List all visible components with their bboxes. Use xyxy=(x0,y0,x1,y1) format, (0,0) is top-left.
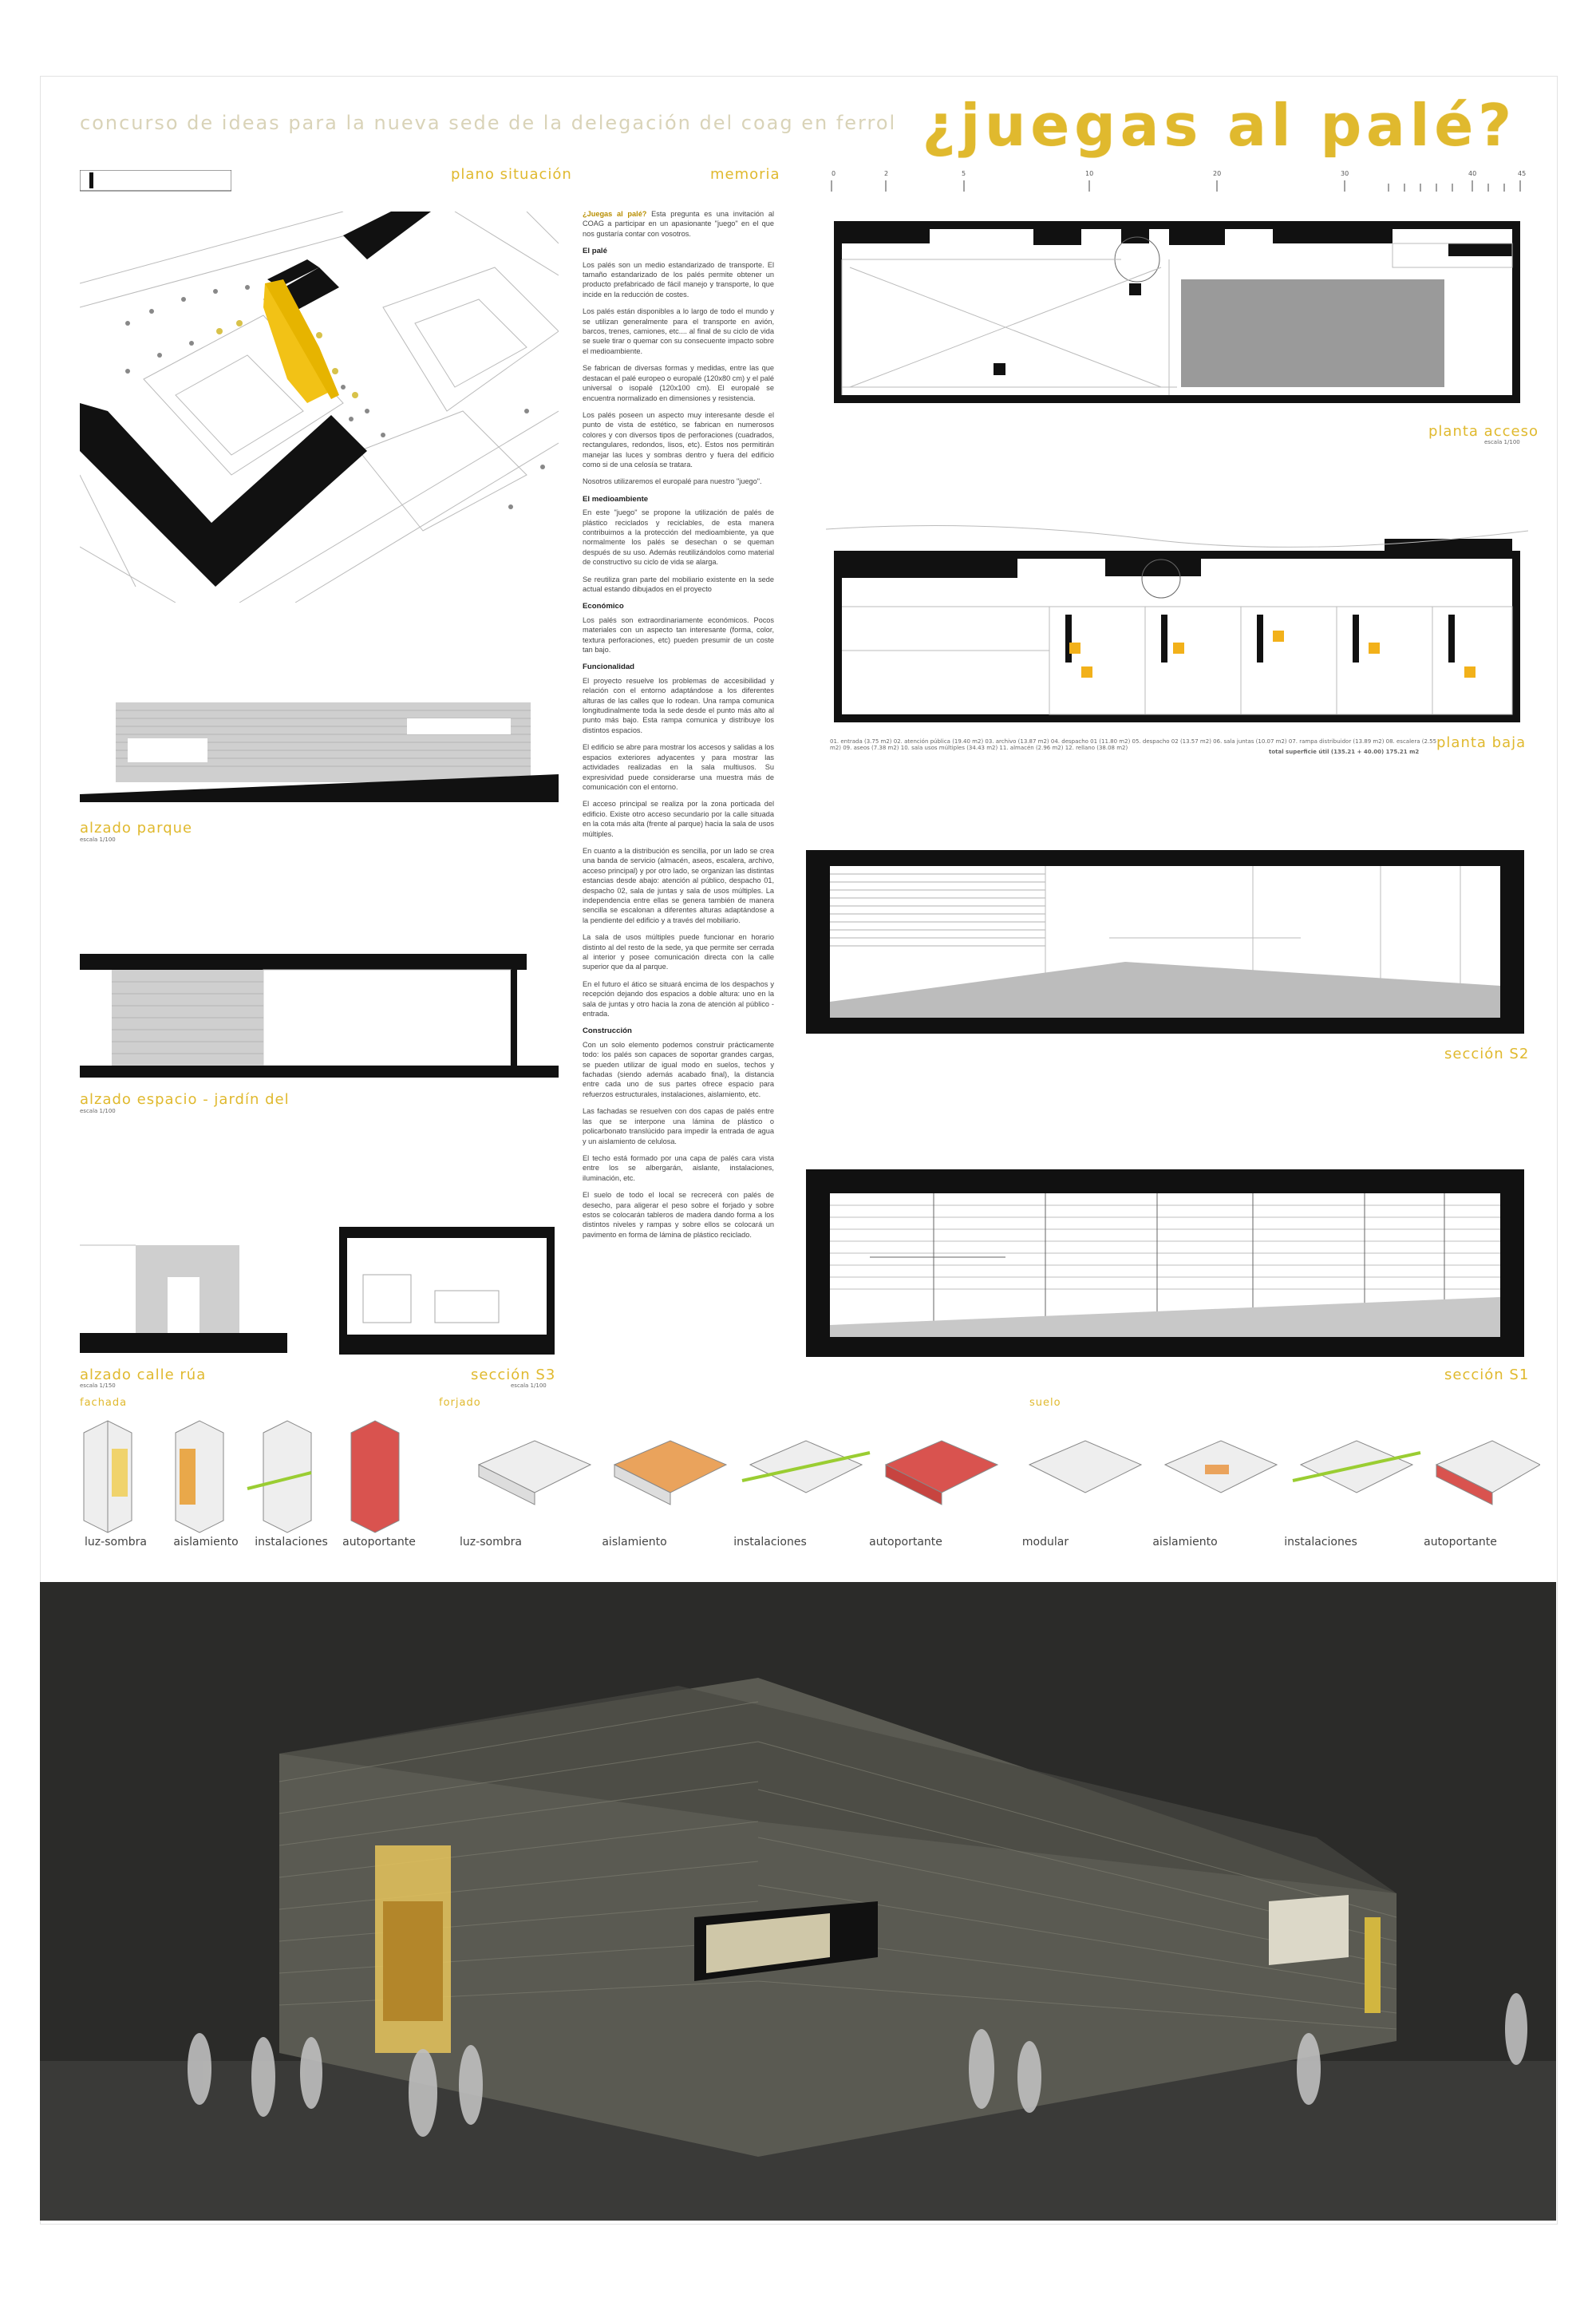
iso-label: autoportante xyxy=(869,1536,942,1548)
scale-tick-0: 0 xyxy=(832,170,836,177)
label-alzado-espacio: alzado espacio - jardín del xyxy=(80,1091,290,1108)
elevation-parque xyxy=(80,682,559,810)
iso-suelo-4 xyxy=(1436,1441,1540,1505)
fachada-isometrics xyxy=(84,1421,399,1533)
memoria-paragraph: Con un solo elemento podemos construir prácticamente todo: los palés son capaces de soportar grandes cargas, se pueden utilizar de igual modo en suelos, techos y fachadas (siendo además acabado final), la distancia entre cada uno de sus partes ofrece espacio para refuerzos estructurales, instalaciones, aislamiento, etc. xyxy=(583,1040,774,1098)
iso-label: modular xyxy=(1021,1536,1069,1548)
label-plano-situacion: plano situación xyxy=(451,166,572,183)
memoria-paragraph: El proyecto resuelve los problemas de accesibilidad y relación con el entorno adaptándose a los diferentes alturas de las calles que lo rodean. Una rampa comunica longitudinalmente toda la sede desde el punto más alto al punto más bajo. Esta rampa comunica y distribuye los distintos espacios. xyxy=(583,676,774,734)
label-seccion-s1: sección S1 xyxy=(1444,1367,1530,1383)
label-seccion-s3: sección S3 xyxy=(471,1367,556,1383)
scale-tick-2: 2 xyxy=(884,170,889,177)
memoria-paragraph: En cuanto a la distribución es sencilla, por un lado se crea una banda de servicio (almacén, aseos, escalera, archivo, acceso principal) y por otro lado, se organizan las distintas estancias desde abajo: atención al público, despacho 01, despacho 02, sala de juntas y sala de usos múltiples. La independencia entre ellas se genera también de manera sencilla se escalonan a diferentes alturas adaptándose a la pendiente del edificio y a través del mobiliario. xyxy=(583,846,774,924)
memoria-heading-funcionalidad: Funcionalidad xyxy=(583,663,635,672)
board-subtitle: concurso de ideas para la nueva sede de la delegación del coag en ferrol xyxy=(80,112,897,134)
graphic-scale xyxy=(830,169,1532,196)
iso-label: aislamiento xyxy=(173,1536,239,1548)
memoria-paragraph: Los palés están disponibles a lo largo de todo el mundo y se utilizan generalmente para el transporte en avión, barcos, trenes, camiones, etc.... al final de su ciclo de vida se suele tirar o quemar con su consecuente impacto sobre el medioambiente. xyxy=(583,307,774,355)
iso-forjado-2 xyxy=(614,1441,726,1505)
iso-suelo-2 xyxy=(1165,1441,1277,1493)
memoria-paragraph: Los palés poseen un aspecto muy interesante desde el punto de vista de estético, se fabrican en numerosos colores y con diversos tipos de perforaciones (cuadrados, rectangulares, redondos, lisos, etc). Estos nos permitirán manejar las luces y sombras dentro y fuera del edificio como si de una celosía se tratara. xyxy=(583,410,774,469)
iso-label: instalaciones xyxy=(1284,1536,1357,1548)
iso-label: luz-sombra xyxy=(85,1536,147,1548)
iso-forjado-4 xyxy=(886,1441,998,1505)
memoria-heading-pale: El palé xyxy=(583,247,607,256)
memoria-paragraph: En este "juego" se propone la utilización de palés de plástico reciclados y reciclables, de esta manera contribuimos a la protección del medioambiente, ya que normalmente los palés se desechan o se queman después de su uso. Además reutilizándolos como material de constructivo su ciclo de vida se alarga. xyxy=(583,508,774,567)
suelo-isometrics xyxy=(1029,1441,1540,1505)
memoria-paragraph: Los palés son extraordinariamente económicos. Pocos materiales con un aspecto tan interesante (forma, color, textura perforaciones, etc) pueden presumir de un coste tan bajo. xyxy=(583,615,774,655)
scale-note: escala 1/100 xyxy=(511,1382,547,1389)
memoria-paragraph: Nosotros utilizaremos el europalé para nuestro "juego". xyxy=(583,477,762,486)
scale-tick-5: 5 xyxy=(962,170,966,177)
section-s3 xyxy=(339,1227,555,1355)
floor-plan-acceso xyxy=(826,212,1528,407)
memoria-intro: Esta pregunta es una invitación al COAG a participar en un apasionante "juego" en el que nos gustaría contar con vosotros. xyxy=(583,210,774,238)
iso-fachada-4 xyxy=(351,1421,399,1533)
iso-label: aislamiento xyxy=(1152,1536,1218,1548)
site-plan xyxy=(80,212,559,603)
scale-tick-10: 10 xyxy=(1085,170,1094,177)
scale-note: escala 1/100 xyxy=(1484,439,1520,445)
memoria-paragraph: Las fachadas se resuelven con dos capas de palés entre las que se interpone una lámina de plástico o policarbonato translúcido para impedir la entrada de agua y un aislamiento de celulosa. xyxy=(583,1107,774,1145)
iso-label: luz-sombra xyxy=(460,1536,522,1548)
label-suelo: suelo xyxy=(1029,1397,1061,1409)
board-title: ¿juegas al palé? xyxy=(922,92,1516,159)
iso-fachada-3 xyxy=(247,1421,311,1533)
scale-tick-20: 20 xyxy=(1213,170,1222,177)
scale-note: escala 1/100 xyxy=(80,837,116,843)
iso-forjado-1 xyxy=(479,1441,591,1505)
elevation-espacio xyxy=(80,954,559,1082)
section-s2 xyxy=(806,850,1524,1034)
iso-fachada-2 xyxy=(176,1421,223,1533)
iso-label: aislamiento xyxy=(602,1536,667,1548)
memoria-paragraph: Se reutiliza gran parte del mobiliario existente en la sede actual estando dibujados en el proyecto xyxy=(583,575,774,593)
floor-plan-baja xyxy=(826,523,1528,730)
label-planta-baja: planta baja xyxy=(1436,734,1527,751)
memoria-heading-economico: Económico xyxy=(583,602,624,611)
memoria-text xyxy=(583,209,774,1247)
exterior-render xyxy=(40,1582,1556,2221)
scale-tick-45: 45 xyxy=(1518,170,1527,177)
memoria-paragraph: La sala de usos múltiples puede funcionar en horario distinto al del resto de la sede, ya que permite ser cerrada al interior y posee comunicación directa con la calle superior que da al parque. xyxy=(583,933,774,971)
room-legend: 01. entrada (3.75 m2) 02. atención pública (19.40 m2) 03. archivo (13.87 m2) 04. despacho 01 (11.80 m2) 05. despacho 02 (13.57 m2) 06. sala juntas (10.07 m2) 07. rampa distribuidor (13.89 m2) 08. escalera (2.55 m2) 09. aseos (7.38 m2) 10. sala usos múltiples (34.43 m2) 11. almacén (2.96 m2) 12. rellano (38.08 m2) xyxy=(830,738,1437,751)
memoria-paragraph: Se fabrican de diversas formas y medidas, entre las que destacan el palé europeo o europalé (120x80 cm) y el palé universal o isopalé (120x100 cm). El europalé se encuentra normalizado en dimensiones y resistencia. xyxy=(583,364,774,402)
iso-suelo-1 xyxy=(1029,1441,1141,1493)
label-seccion-s2: sección S2 xyxy=(1444,1046,1530,1062)
label-planta-acceso: planta acceso xyxy=(1428,423,1539,440)
room-legend-total: total superficie útil (135.21 + 40.00) 175.21 m2 xyxy=(1269,749,1420,755)
isometric-row xyxy=(72,1417,1540,1537)
scale-note: escala 1/100 xyxy=(80,1108,116,1114)
memoria-paragraph: El edificio se abre para mostrar los accesos y salidas a los espacios exteriores adyacentes y para mostrar las actividades realizadas en la sala multiusos. Su expresividad puede considerarse una muestra más de comunicación con el entorno. xyxy=(583,743,774,791)
label-fachada: fachada xyxy=(80,1397,128,1409)
iso-forjado-3 xyxy=(742,1441,870,1493)
iso-suelo-3 xyxy=(1293,1441,1420,1493)
label-alzado-parque: alzado parque xyxy=(80,820,193,837)
memoria-paragraph: El techo está formado por una capa de palés cara vista entre los se albergarán, aislante, instalaciones, iluminación, etc. xyxy=(583,1153,774,1182)
render-building xyxy=(40,1582,1556,2221)
memoria-heading-construccion: Construcción xyxy=(583,1026,632,1036)
memoria-heading-medioambiente: El medioambiente xyxy=(583,494,649,504)
iso-label: instalaciones xyxy=(733,1536,807,1548)
memoria-paragraph: Los palés son un medio estandarizado de transporte. El tamaño estandarizado de los palés permite obtener un producto prefabricado de fácil manejo y transporte, lo que incide en la reducción de costes. xyxy=(583,260,774,299)
iso-label: instalaciones xyxy=(255,1536,328,1548)
elevation-calle xyxy=(80,1229,287,1353)
scale-tick-40: 40 xyxy=(1468,170,1477,177)
label-alzado-calle: alzado calle rúa xyxy=(80,1367,207,1383)
north-bar xyxy=(80,170,231,194)
memoria-paragraph: El suelo de todo el local se recrecerá con palés de desecho, para aligerar el peso sobre el forjado y sobre estos se colocarán tableros de madera dando forma a los distintos niveles y rampas y sobre ellos se colocará un pavimento en forma de lámina de plástico reciclado. xyxy=(583,1191,774,1239)
scale-tick-30: 30 xyxy=(1341,170,1349,177)
label-forjado: forjado xyxy=(439,1397,481,1409)
scale-note: escala 1/150 xyxy=(80,1382,116,1389)
memoria-paragraph: El acceso principal se realiza por la zona porticada del edificio. Existe otro acceso secundario por la calle situada en la cota más alta (frente al parque) hacia la sala de usos múltiples. xyxy=(583,800,774,838)
label-memoria: memoria xyxy=(710,166,780,183)
forjado-isometrics xyxy=(479,1441,998,1505)
memoria-lead: ¿Juegas al palé? xyxy=(583,210,647,218)
iso-label: autoportante xyxy=(1424,1536,1497,1548)
iso-fachada-1 xyxy=(84,1421,132,1533)
iso-label: autoportante xyxy=(342,1536,416,1548)
memoria-paragraph: En el futuro el ático se situará encima de los despachos y recepción dejando dos espacios a doble altura: uno en la sala de juntas y otro hacia la zona de atención al público - entrada. xyxy=(583,979,774,1018)
section-s1 xyxy=(806,1169,1524,1357)
